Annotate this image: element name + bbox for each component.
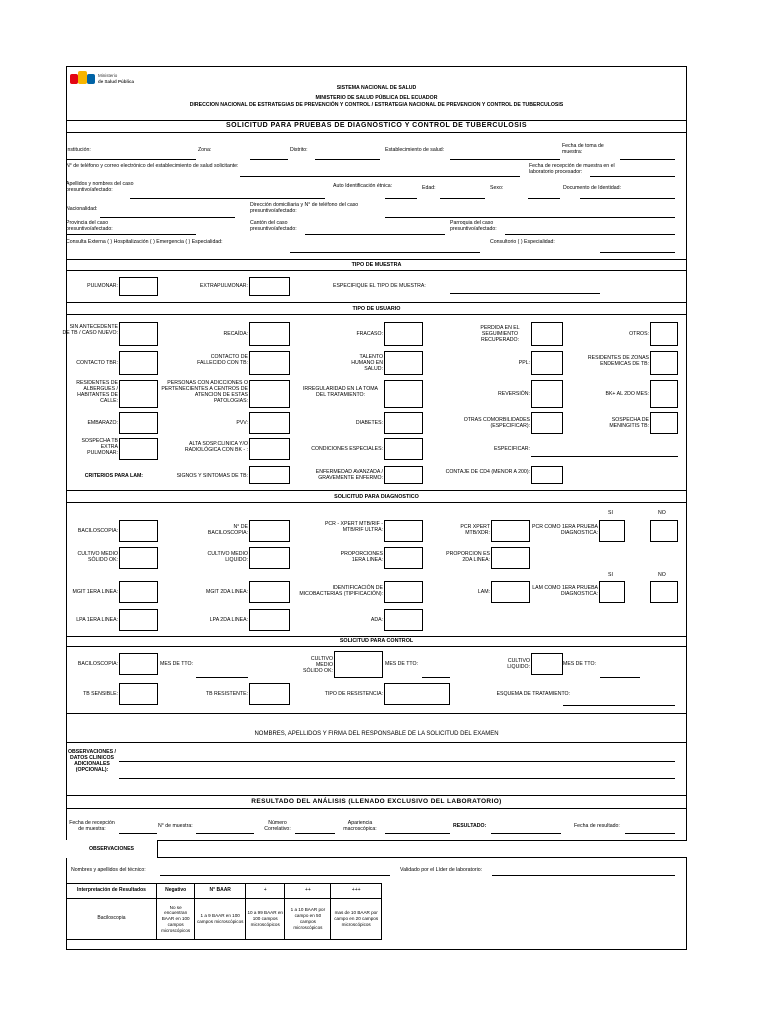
label-mes-tto-3: MES DE TTO: (563, 661, 596, 667)
label-res-observaciones: OBSERVACIONES (88, 846, 135, 852)
line-documento[interactable] (580, 198, 675, 199)
label-distrito: Distrito: (290, 147, 308, 153)
label-contacto-tbr: CONTACTO TBR: (76, 360, 118, 366)
label-bk-2do-mes: BK+ AL 2DO MES: (605, 391, 649, 397)
divider (66, 742, 687, 743)
logo-shape-yellow (78, 71, 87, 84)
line-provincia[interactable] (66, 234, 196, 235)
label-canton: Cantón del caso presuntivo/afectado: (250, 220, 297, 232)
line-observaciones-2[interactable] (119, 778, 675, 779)
label-otras-comorbilidades: OTRAS COMORBILIDADES (ESPECIFICAR): (463, 417, 530, 429)
th-plus2: ++ (285, 884, 331, 899)
label-provincia: Provincia del caso presuntivo/afectado: (66, 220, 113, 232)
label-fecha-recepcion: Fecha de recepción de muestra en el laboratorio procesador: (529, 163, 615, 175)
checkbox-tb-sensible[interactable] (119, 683, 158, 705)
line-mes-tto-1[interactable] (196, 677, 248, 678)
checkbox-cultivo-liquido-ctrl[interactable] (531, 653, 563, 675)
line-especifique-muestra[interactable] (450, 293, 600, 294)
checkbox-extrapulmonar[interactable] (249, 277, 290, 296)
label-condiciones-especiales: CONDICIONES ESPECIALES: (311, 446, 383, 452)
logo-shape-blue (87, 74, 95, 84)
label-pcr-xdr: PCR XPERT MTB/XDR: (460, 524, 490, 536)
checkbox-irregularidad[interactable] (384, 380, 423, 408)
checkbox-mgit-2da[interactable] (249, 581, 290, 603)
line-parroquia[interactable] (505, 234, 675, 235)
checkbox-talento-humano[interactable] (384, 351, 423, 375)
td-plus3: mas de 10 BAAR por campo en 20 campos microscópicos (331, 899, 382, 940)
line-validado[interactable] (492, 875, 675, 876)
label-proporciones-1era: PROPORCIONES 1ERA LINEA: (340, 551, 383, 563)
label-validado: Validado por el Líder de laboratorio: (400, 867, 483, 873)
line-nacionalidad[interactable] (100, 217, 235, 218)
divider (66, 314, 687, 315)
label-responsable: NOMBRES, APELLIDOS Y FIRMA DEL RESPONSABLE DE LA SOLICITUD DEL EXAMEN (254, 731, 499, 737)
divider (66, 636, 687, 637)
label-alta-sospecha: ALTA SOSP.CLINICA Y/O RADIOLÓGICA CON BK - : (184, 441, 248, 453)
checkbox-otras-comorbilidades[interactable] (531, 412, 563, 434)
label-mgit-1era: MGIT 1ERA LINEA: (72, 589, 118, 595)
label-fecha-toma: Fecha de toma de muestra: (562, 143, 604, 155)
checkbox-mgit-1era[interactable] (119, 581, 158, 603)
line-apellidos[interactable] (130, 198, 325, 199)
checkbox-adicciones[interactable] (249, 380, 290, 408)
checkbox-enfermedad-avanzada[interactable] (384, 466, 423, 484)
logo-line1: Ministerio (98, 73, 118, 78)
label-esquema: ESQUEMA DE TRATAMIENTO: (496, 691, 570, 697)
label-res-correlativo: Número Correlativo: (264, 820, 291, 832)
line-consultorio[interactable] (600, 252, 675, 253)
th-n-baar: N° BAAR (195, 884, 246, 899)
label-cultivo-liquido: CULTIVO MEDIO LIQUIDO: (207, 551, 248, 563)
divider (66, 646, 687, 647)
checkbox-tb-resistente[interactable] (249, 683, 290, 705)
line-especificar[interactable] (531, 456, 678, 457)
divider (66, 270, 687, 271)
header-line1: SISTEMA NACIONAL DE SALUD (336, 85, 417, 91)
checkbox-embarazo[interactable] (119, 412, 158, 434)
label-res-resultado: RESULTADO: (453, 823, 487, 829)
line-res-fecha-recepcion[interactable] (119, 833, 157, 834)
checkbox-proporciones-1era[interactable] (384, 547, 423, 569)
line-edad[interactable] (440, 198, 485, 199)
td-n-baar: 1 a 9 BAAR en 100 campos microscópicos (195, 899, 246, 940)
label-embarazo: EMBARAZO: (87, 420, 118, 426)
label-adicciones: PERSONAS CON ADICCIONES O PERTENECIENTES A CENTROS DE ATENCION DE ESTAS PATOLOGIAS: (161, 380, 248, 404)
label-extra-pulmonar: SOSPECHA TB EXTRA PULMONAR: (81, 438, 118, 456)
checkbox-pcr-xdr[interactable] (491, 520, 530, 542)
label-n-baciloscopia: N° DE BACILOSCOPIA: (207, 524, 248, 536)
line-mes-tto-2[interactable] (422, 677, 450, 678)
checkbox-pulmonar[interactable] (119, 277, 158, 296)
label-identificacion: IDENTIFICACIÓN DE MICOBACTERIAS (TIPIFICACIÓN): (299, 585, 383, 597)
checkbox-alta-sospecha[interactable] (249, 438, 290, 460)
label-observaciones: OBSERVACIONES / DATOS CLINICOS ADICIONALES (OPCIONAL): (68, 749, 116, 773)
label-si-2: SI (608, 572, 613, 578)
checkbox-lpa-2da[interactable] (249, 609, 290, 631)
line-sexo[interactable] (528, 198, 560, 199)
label-recaida: RECAÍDA: (223, 331, 248, 337)
label-auto-id: Auto Identificación étnica: (333, 183, 393, 189)
logo-line2: de Salud Pública (98, 79, 135, 84)
label-tb-resistente: TB RESISTENTE: (205, 691, 248, 697)
label-institucion: Institución: (66, 147, 91, 153)
checkbox-lam-1era-si[interactable] (599, 581, 625, 603)
divider (66, 490, 687, 491)
label-lam-1era: LAM COMO 1ERA PRUEBA DIAGNOSTICA: (532, 585, 598, 597)
logo-shape-red (70, 74, 78, 84)
label-fracaso: FRACASO: (356, 331, 383, 337)
section-control: SOLICITUD PARA CONTROL (339, 638, 414, 644)
checkbox-bk-2do-mes[interactable] (650, 380, 678, 408)
label-establecimiento: Establecimiento de salud: (385, 147, 445, 153)
label-res-n-muestra: N° de muestra: (158, 823, 193, 829)
label-pulmonar: PULMONAR: (87, 283, 118, 289)
label-pcr-xpert: PCR - XPERT MTB/RIF - MTB/RIF ULTRA: (324, 521, 383, 533)
label-mes-tto-1: MES DE TTO: (160, 661, 193, 667)
divider (66, 259, 687, 260)
label-talento-humano: TALENTO HUMANO EN SALUD: (351, 354, 383, 372)
checkbox-lpa-1era[interactable] (119, 609, 158, 631)
checkbox-recaida[interactable] (249, 322, 290, 346)
label-proporciones-2da: PROPORCION ES 2DA LINEA: (446, 551, 490, 563)
label-direccion: Dirección domiciliaria y N° de teléfono del caso presuntivo/afectado: (250, 202, 359, 214)
label-res-fecha-resultado: Fecha de resultado: (574, 823, 620, 829)
divider (66, 502, 687, 503)
label-mes-tto-2: MES DE TTO: (385, 661, 418, 667)
label-baciloscopia-ctrl: BACILOSCOPIA: (77, 661, 118, 667)
label-caso-nuevo: SIN ANTECEDENTE DE TB / CASO NUEVO: (62, 324, 118, 336)
divider (66, 302, 687, 303)
line-mes-tto-3[interactable] (600, 677, 640, 678)
label-cultivo-liquido-ctrl: CULTIVO LIQUIDO: (507, 658, 530, 670)
label-si: SI (608, 510, 613, 516)
header-line3: DIRECCION NACIONAL DE ESTRATEGIAS DE PREVENCIÓN Y CONTROL / ESTRATEGIA NACIONAL DE PREVENCION Y CONTROL DE TUBERCULOSIS (189, 102, 564, 108)
label-mgit-2da: MGIT 2DA LINEA: (206, 589, 248, 595)
label-extrapulmonar: EXTRAPULMONAR: (199, 283, 248, 289)
line-fecha-toma[interactable] (620, 159, 675, 160)
checkbox-n-baciloscopia[interactable] (249, 520, 290, 542)
label-especifique-muestra: ESPECIFIQUE EL TIPO DE MUESTRA: (333, 283, 426, 289)
checkbox-lam-1era-no[interactable] (650, 581, 678, 603)
label-ada: ADA: (370, 617, 383, 623)
checkbox-otros[interactable] (650, 322, 678, 346)
td-plus1: 10 a 99 BAAR en 100 campos microscópicos (245, 899, 284, 940)
label-edad: Edad: (422, 185, 436, 191)
label-nacionalidad: Nacionalidad: (66, 206, 98, 212)
label-zonas-endemicas: RESIDENTES DE ZONAS ENDEMICAS DE TB: (587, 355, 649, 367)
label-irregularidad: IRREGULARIDAD EN LA TOMA DEL TRATAMIENTO: (302, 386, 379, 398)
line-res-n-muestra[interactable] (196, 833, 254, 834)
checkbox-baciloscopia-ctrl[interactable] (119, 653, 158, 675)
label-tipo-resistencia: TIPO DE RESISTENCIA: (324, 691, 383, 697)
label-parroquia: Parroquia del caso presuntivo/afectado: (450, 220, 497, 232)
line-canton[interactable] (305, 234, 445, 235)
header-line2: MINISTERIO DE SALUD PÚBLICA DEL ECUADOR (315, 95, 438, 101)
section-tipo-usuario: TIPO DE USUARIO (352, 306, 401, 312)
checkbox-zonas-endemicas[interactable] (650, 351, 678, 375)
label-zona: Zona: (198, 147, 212, 153)
td-baciloscopia: Baciloscopia (67, 899, 157, 940)
checkbox-baciloscopia-dx[interactable] (119, 520, 158, 542)
line-res-correlativo[interactable] (295, 833, 335, 834)
label-lpa-2da: LPA 2DA LINEA: (209, 617, 248, 623)
form-title: SOLICITUD PARA PRUEBAS DE DIAGNÓSTICO Y CONTROL DE TUBERCULOSIS (225, 122, 528, 129)
label-documento: Documento de Identidad: (563, 185, 621, 191)
label-res-apariencia: Apariencia macroscópica: (343, 820, 377, 832)
checkbox-condiciones-especiales[interactable] (384, 438, 423, 460)
label-ppl: PPL: (518, 360, 530, 366)
label-lpa-1era: LPA 1ERA LINEA: (76, 617, 118, 623)
line-telefono[interactable] (240, 176, 520, 177)
line-institucion[interactable] (66, 159, 196, 160)
checkbox-meningitis[interactable] (650, 412, 678, 434)
line-distrito[interactable] (315, 159, 380, 160)
checkbox-caso-nuevo[interactable] (119, 322, 158, 346)
checkbox-identificacion[interactable] (384, 581, 423, 603)
checkbox-contacto-tbr[interactable] (119, 351, 158, 375)
checkbox-albergues[interactable] (119, 380, 158, 408)
label-tb-sensible: TB SENSIBLE: (83, 691, 118, 697)
th-plus3: +++ (331, 884, 382, 899)
label-res-fecha-recepcion: Fecha de recepción de muestra: (69, 820, 115, 832)
label-telefono: N° de teléfono y correo electrónico del establecimiento de salud solicitante: (66, 163, 239, 169)
label-tecnico: Nombres y apellidos del técnico: (71, 867, 146, 873)
label-meningitis: SOSPECHA DE MENINGITIS TB: (609, 417, 649, 429)
td-negativo: No se encuentran BAAR en 100 campos microscópicos (156, 899, 195, 940)
label-no: NO (658, 510, 666, 516)
label-perdida-seguimiento: PERDIDA EN EL SEGUIMIENTO RECUPERADO: (480, 325, 520, 343)
section-resultado: RESULTADO DEL ANÁLISIS (LLENADO EXCLUSIVO DEL LABORATORIO) (251, 798, 502, 805)
checkbox-pcr-xpert[interactable] (384, 520, 423, 542)
label-consultorio: Consultorio ( ) Especialidad: (490, 239, 555, 245)
label-lam: LAM: (477, 589, 490, 595)
checkbox-proporciones-2da[interactable] (491, 547, 530, 569)
line-auto-id[interactable] (385, 198, 417, 199)
logo-mark (70, 71, 96, 85)
checkbox-diabetes[interactable] (384, 412, 423, 434)
divider (66, 795, 687, 796)
checkbox-reversion[interactable] (531, 380, 563, 408)
label-pcr-1era: PCR COMO 1ERA PRUEBA DIAGNOSTICA: (531, 524, 598, 536)
checkbox-contacto-fallecido[interactable] (249, 351, 290, 375)
label-enfermedad-avanzada: ENFERMEDAD AVANZADA / GRAVEMENTE ENFERMO: (315, 469, 383, 481)
label-signos-sintomas: SIGNOS Y SINTOMAS DE TB: (176, 473, 248, 479)
field-tipo-resistencia[interactable] (384, 683, 450, 705)
th-interpretacion: Interpretación de Resultados (67, 884, 157, 899)
label-sexo: Sexo: (490, 185, 504, 191)
divider (66, 808, 687, 809)
th-plus1: + (245, 884, 284, 899)
label-no-2: NO (658, 572, 666, 578)
checkbox-ppl[interactable] (531, 351, 563, 375)
section-diagnostico: SOLICITUD PARA DIAGNOSTICO (334, 494, 419, 500)
line-observaciones-1[interactable] (119, 761, 675, 762)
checkbox-cultivo-solido-ctrl[interactable] (334, 651, 383, 678)
checkbox-pvv[interactable] (249, 412, 290, 434)
line-direccion[interactable] (385, 217, 675, 218)
label-diabetes: DIABETES: (355, 420, 383, 426)
line-esquema[interactable] (563, 705, 675, 706)
line-res-resultado[interactable] (491, 833, 561, 834)
line-res-fecha-resultado[interactable] (625, 833, 675, 834)
line-zona[interactable] (250, 159, 288, 160)
checkbox-pcr-1era-si[interactable] (599, 520, 625, 542)
line-fecha-recepcion[interactable] (590, 176, 675, 177)
checkbox-cultivo-liquido[interactable] (249, 547, 290, 569)
checkbox-cultivo-solido[interactable] (119, 547, 158, 569)
label-albergues: RESIDENTES DE ALBERGUES / HABITANTES DE CALLE: (76, 380, 118, 404)
checkbox-lam[interactable] (491, 581, 530, 603)
label-cultivo-solido-ctrl: CULTIVO MEDIO SÓLIDO OK: (303, 656, 333, 674)
checkbox-extra-pulmonar[interactable] (119, 438, 158, 460)
label-especificar: ESPECIFICAR: (493, 446, 530, 452)
label-consulta: Consulta Externa ( ) Hospitalización ( ) Emergencia ( ) Especialidad: (66, 239, 223, 245)
divider (66, 713, 687, 714)
checkbox-cd4[interactable] (531, 466, 563, 484)
line-res-apariencia[interactable] (385, 833, 450, 834)
checkbox-perdida-seguimiento[interactable] (531, 322, 563, 346)
label-otros: OTROS: (629, 331, 649, 337)
label-pvv: PVV: (236, 420, 248, 426)
line-especialidad[interactable] (290, 252, 480, 253)
checkbox-pcr-1era-no[interactable] (650, 520, 678, 542)
label-baciloscopia-dx: BACILOSCOPIA: (77, 528, 118, 534)
label-contacto-fallecido: CONTACTO DE FALLECIDO CON TB: (197, 354, 248, 366)
td-plus2: 1 a 10 BAAR por campo en 50 campos microscópicos (285, 899, 331, 940)
label-cd4: CONTAJE DE CD4 (MENOR A 200): (445, 469, 530, 475)
line-tecnico[interactable] (160, 875, 390, 876)
section-tipo-muestra: TIPO DE MUESTRA (351, 262, 402, 268)
field-res-observaciones[interactable] (157, 840, 687, 858)
checkbox-fracaso[interactable] (384, 322, 423, 346)
label-apellidos: Apellidos y nombres del caso presuntivo/afectado: (66, 181, 134, 193)
label-criterios-lam: CRITERIOS PARA LAM: (84, 473, 143, 479)
line-establecimiento[interactable] (450, 159, 560, 160)
checkbox-ada[interactable] (384, 609, 423, 631)
th-negativo: Negativo (156, 884, 195, 899)
label-reversion: REVERSIÓN: (498, 391, 530, 397)
results-table (66, 883, 382, 940)
checkbox-signos-sintomas[interactable] (249, 466, 290, 484)
label-cultivo-solido: CULTIVO MEDIO SÓLIDO OK: (77, 551, 118, 563)
